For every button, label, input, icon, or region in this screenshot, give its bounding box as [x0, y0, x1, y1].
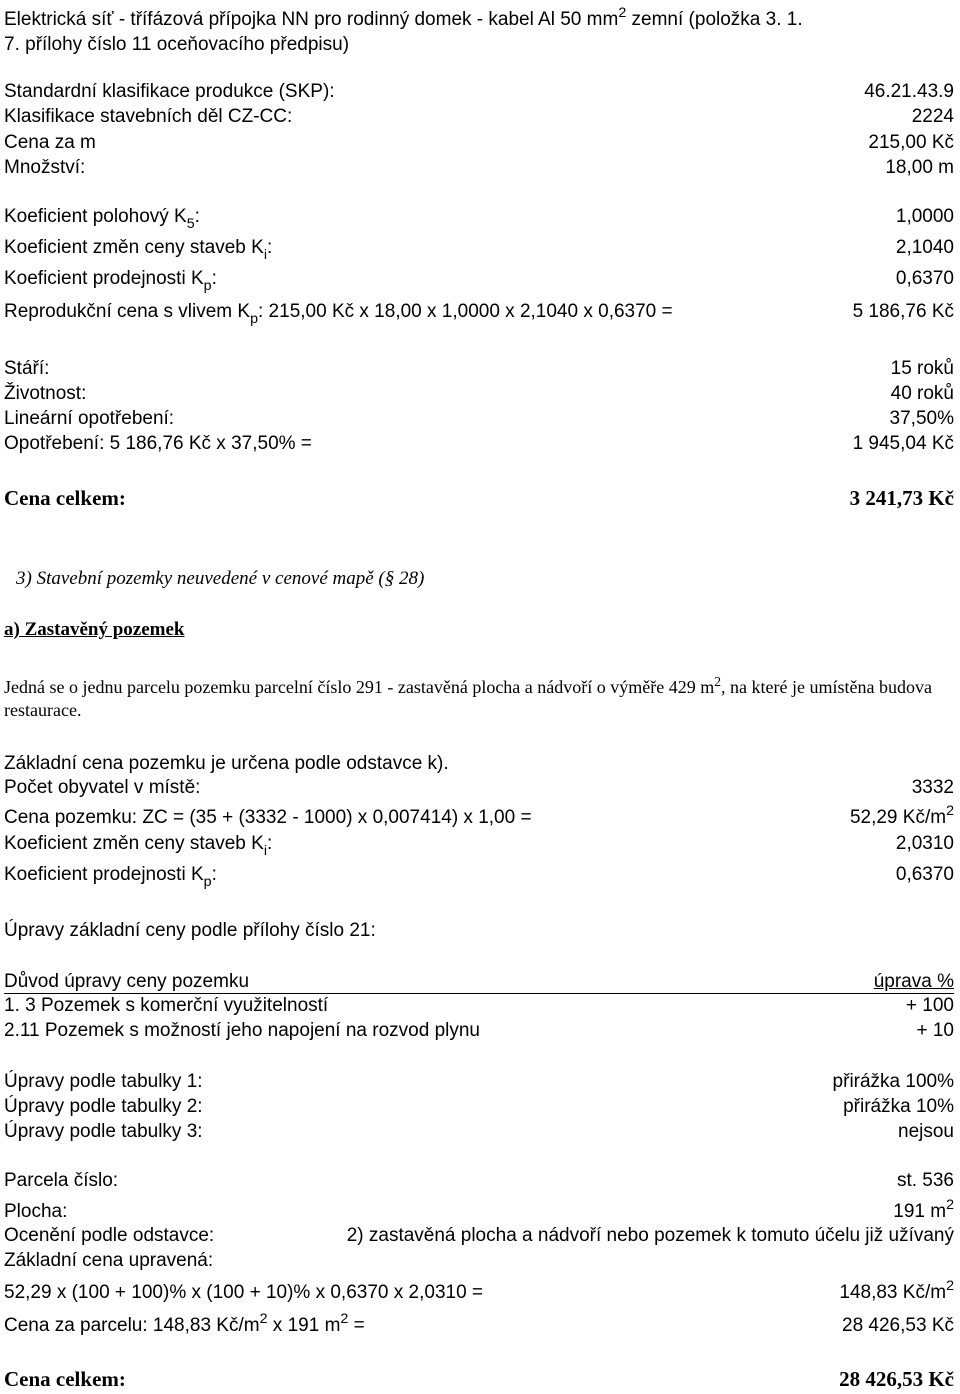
valuation-label: Ocenění podle odstavce: [4, 1225, 215, 1246]
czcc-value: 2224 [911, 106, 954, 127]
cable-title-line1 [4, 5, 803, 30]
zc-value [849, 803, 954, 828]
kp-label [4, 268, 217, 294]
adjustments-title: Úpravy základní ceny podle přílohy číslo 21: [4, 920, 376, 941]
land-ki-value: 2,0310 [895, 833, 954, 854]
adj-header-underline [4, 993, 954, 994]
desc-sup: 2 [714, 673, 721, 689]
adjusted-formula: 52,29 x (100 + 100)% x (100 + 10)% x 0,6370 x 2,0310 = [4, 1282, 484, 1303]
adj-header-reason: Důvod úpravy ceny pozemku [4, 971, 250, 992]
area-label: Plocha: [4, 1201, 68, 1222]
quantity-label: Množství: [4, 157, 86, 178]
parcel-price-sup2: 2 [340, 1311, 349, 1328]
valuation-value: 2) zastavěná plocha a nádvoří nebo pozemek k tomuto účelu již užívaný [346, 1225, 954, 1246]
cable-total-value: 3 241,73 Kč [849, 486, 954, 510]
cable-title-end: zemní (položka 3. 1. [626, 9, 803, 30]
life-label: Životnost: [4, 383, 87, 404]
repro-formula-text: : 215,00 Kč x 18,00 x 1,0000 x 2,1040 x 0,6370 = [258, 301, 673, 322]
price-per-m-value: 215,00 Kč [868, 132, 954, 153]
k5-colon: : [194, 206, 200, 227]
land-ki-label-text: Koeficient změn ceny staveb K [4, 833, 264, 854]
cable-title-sup: 2 [618, 5, 627, 22]
land-kp-colon: : [211, 864, 217, 885]
price-per-m-label: Cena za m [4, 132, 96, 153]
zc-sup: 2 [946, 803, 954, 820]
land-kp-value: 0,6370 [895, 864, 954, 885]
k5-sub: 5 [186, 215, 195, 232]
land-total-label: Cena celkem: [4, 1367, 126, 1391]
adj-row-reason: 2.11 Pozemek s možností jeho napojení na rozvod plynu [4, 1020, 480, 1041]
area-sup: 2 [946, 1197, 954, 1214]
area-value-text: 191 m [893, 1201, 947, 1222]
adjusted-value [839, 1278, 954, 1303]
population-value: 3332 [911, 777, 954, 798]
cable-total-label: Cena celkem: [4, 486, 126, 510]
repro-value: 5 186,76 Kč [852, 301, 954, 322]
kp-value: 0,6370 [895, 268, 954, 289]
table3-value: nejsou [898, 1121, 954, 1142]
table3-label: Úpravy podle tabulky 3: [4, 1121, 203, 1142]
table1-label: Úpravy podle tabulky 1: [4, 1071, 203, 1092]
zc-value-text: 52,29 Kč/m [849, 807, 947, 828]
table1-value: přirážka 100% [832, 1071, 954, 1092]
base-note: Základní cena pozemku je určena podle odstavce k). [4, 753, 449, 774]
parcel-price-part3: = [348, 1315, 365, 1336]
adjusted-sup: 2 [946, 1278, 954, 1295]
parcel-number-value: st. 536 [896, 1170, 954, 1191]
cable-title-text: Elektrická síť - třífázová přípojka NN pro rodinný domek - kabel Al 50 mm [4, 9, 619, 30]
ki-value: 2,1040 [895, 237, 954, 258]
quantity-value: 18,00 m [885, 157, 954, 178]
kp-colon: : [211, 268, 217, 289]
land-ki-sub: i [263, 842, 267, 859]
population-label: Počet obyvatel v místě: [4, 777, 201, 798]
cable-title-line2: 7. přílohy číslo 11 oceňovacího předpisu) [4, 34, 350, 55]
ki-label-text: Koeficient změn ceny staveb K [4, 237, 264, 258]
parcel-price-formula [4, 1311, 365, 1336]
wear-calc-value: 1 945,04 Kč [852, 433, 954, 454]
table2-value: přirážka 10% [843, 1096, 954, 1117]
kp-label-text: Koeficient prodejnosti K [4, 268, 204, 289]
desc-part1: Jedná se o jednu parcelu pozemku parcelní číslo 291 - zastavěná plocha a nádvoří o výměře 429 m [4, 677, 715, 697]
land-kp-sub: p [203, 873, 212, 890]
life-value: 40 roků [890, 383, 954, 404]
k5-label [4, 206, 200, 232]
parcel-price-part1: Cena za parcelu: 148,83 Kč/m [4, 1315, 260, 1336]
adj-row-pct: + 100 [905, 995, 954, 1016]
age-label: Stáří: [4, 358, 50, 379]
land-kp-label [4, 864, 217, 890]
wear-value: 37,50% [889, 408, 954, 429]
adjusted-price-label: Základní cena upravená: [4, 1250, 214, 1271]
repro-label-text: Reprodukční cena s vlivem K [4, 301, 251, 322]
parcel-number-label: Parcela číslo: [4, 1170, 119, 1191]
adjusted-value-text: 148,83 Kč/m [839, 1282, 947, 1303]
land-description [4, 673, 954, 723]
area-value [893, 1197, 954, 1222]
land-ki-label [4, 833, 273, 859]
desc-part2: , na které je umístěna budova restaurace. [4, 677, 932, 721]
land-total-value: 28 426,53 Kč [839, 1367, 954, 1391]
table2-label: Úpravy podle tabulky 2: [4, 1096, 203, 1117]
skp-label: Standardní klasifikace produkce (SKP): [4, 81, 335, 102]
parcel-price-sup1: 2 [259, 1311, 268, 1328]
k5-label-text: Koeficient polohový K [4, 206, 187, 227]
repro-sub: p [250, 310, 258, 327]
wear-label: Lineární opotřebení: [4, 408, 175, 429]
wear-calc-label: Opotřebení: 5 186,76 Kč x 37,50% = [4, 433, 312, 454]
kp-sub: p [203, 277, 212, 294]
adj-row-reason: 1. 3 Pozemek s komerční využitelností [4, 995, 329, 1016]
k5-value: 1,0000 [895, 206, 954, 227]
czcc-label: Klasifikace stavebních děl CZ-CC: [4, 106, 293, 127]
parcel-price-part2: x 191 m [267, 1315, 341, 1336]
parcel-price-value: 28 426,53 Kč [842, 1315, 954, 1336]
zc-label: Cena pozemku: ZC = (35 + (3332 - 1000) x 0,007414) x 1,00 = [4, 807, 532, 828]
section-title: 3) Stavební pozemky neuvedené v cenové mapě (§ 28) [16, 568, 425, 589]
skp-value: 46.21.43.9 [864, 81, 954, 102]
age-value: 15 roků [890, 358, 954, 379]
land-ki-colon: : [266, 833, 273, 854]
ki-colon: : [266, 237, 273, 258]
repro-formula [4, 301, 673, 327]
ki-label [4, 237, 273, 263]
adj-header-pct: úprava % [873, 971, 954, 992]
subsection-title: a) Zastavěný pozemek [4, 619, 185, 640]
adj-row-pct: + 10 [916, 1020, 954, 1041]
ki-sub: i [263, 246, 267, 263]
land-kp-label-text: Koeficient prodejnosti K [4, 864, 204, 885]
